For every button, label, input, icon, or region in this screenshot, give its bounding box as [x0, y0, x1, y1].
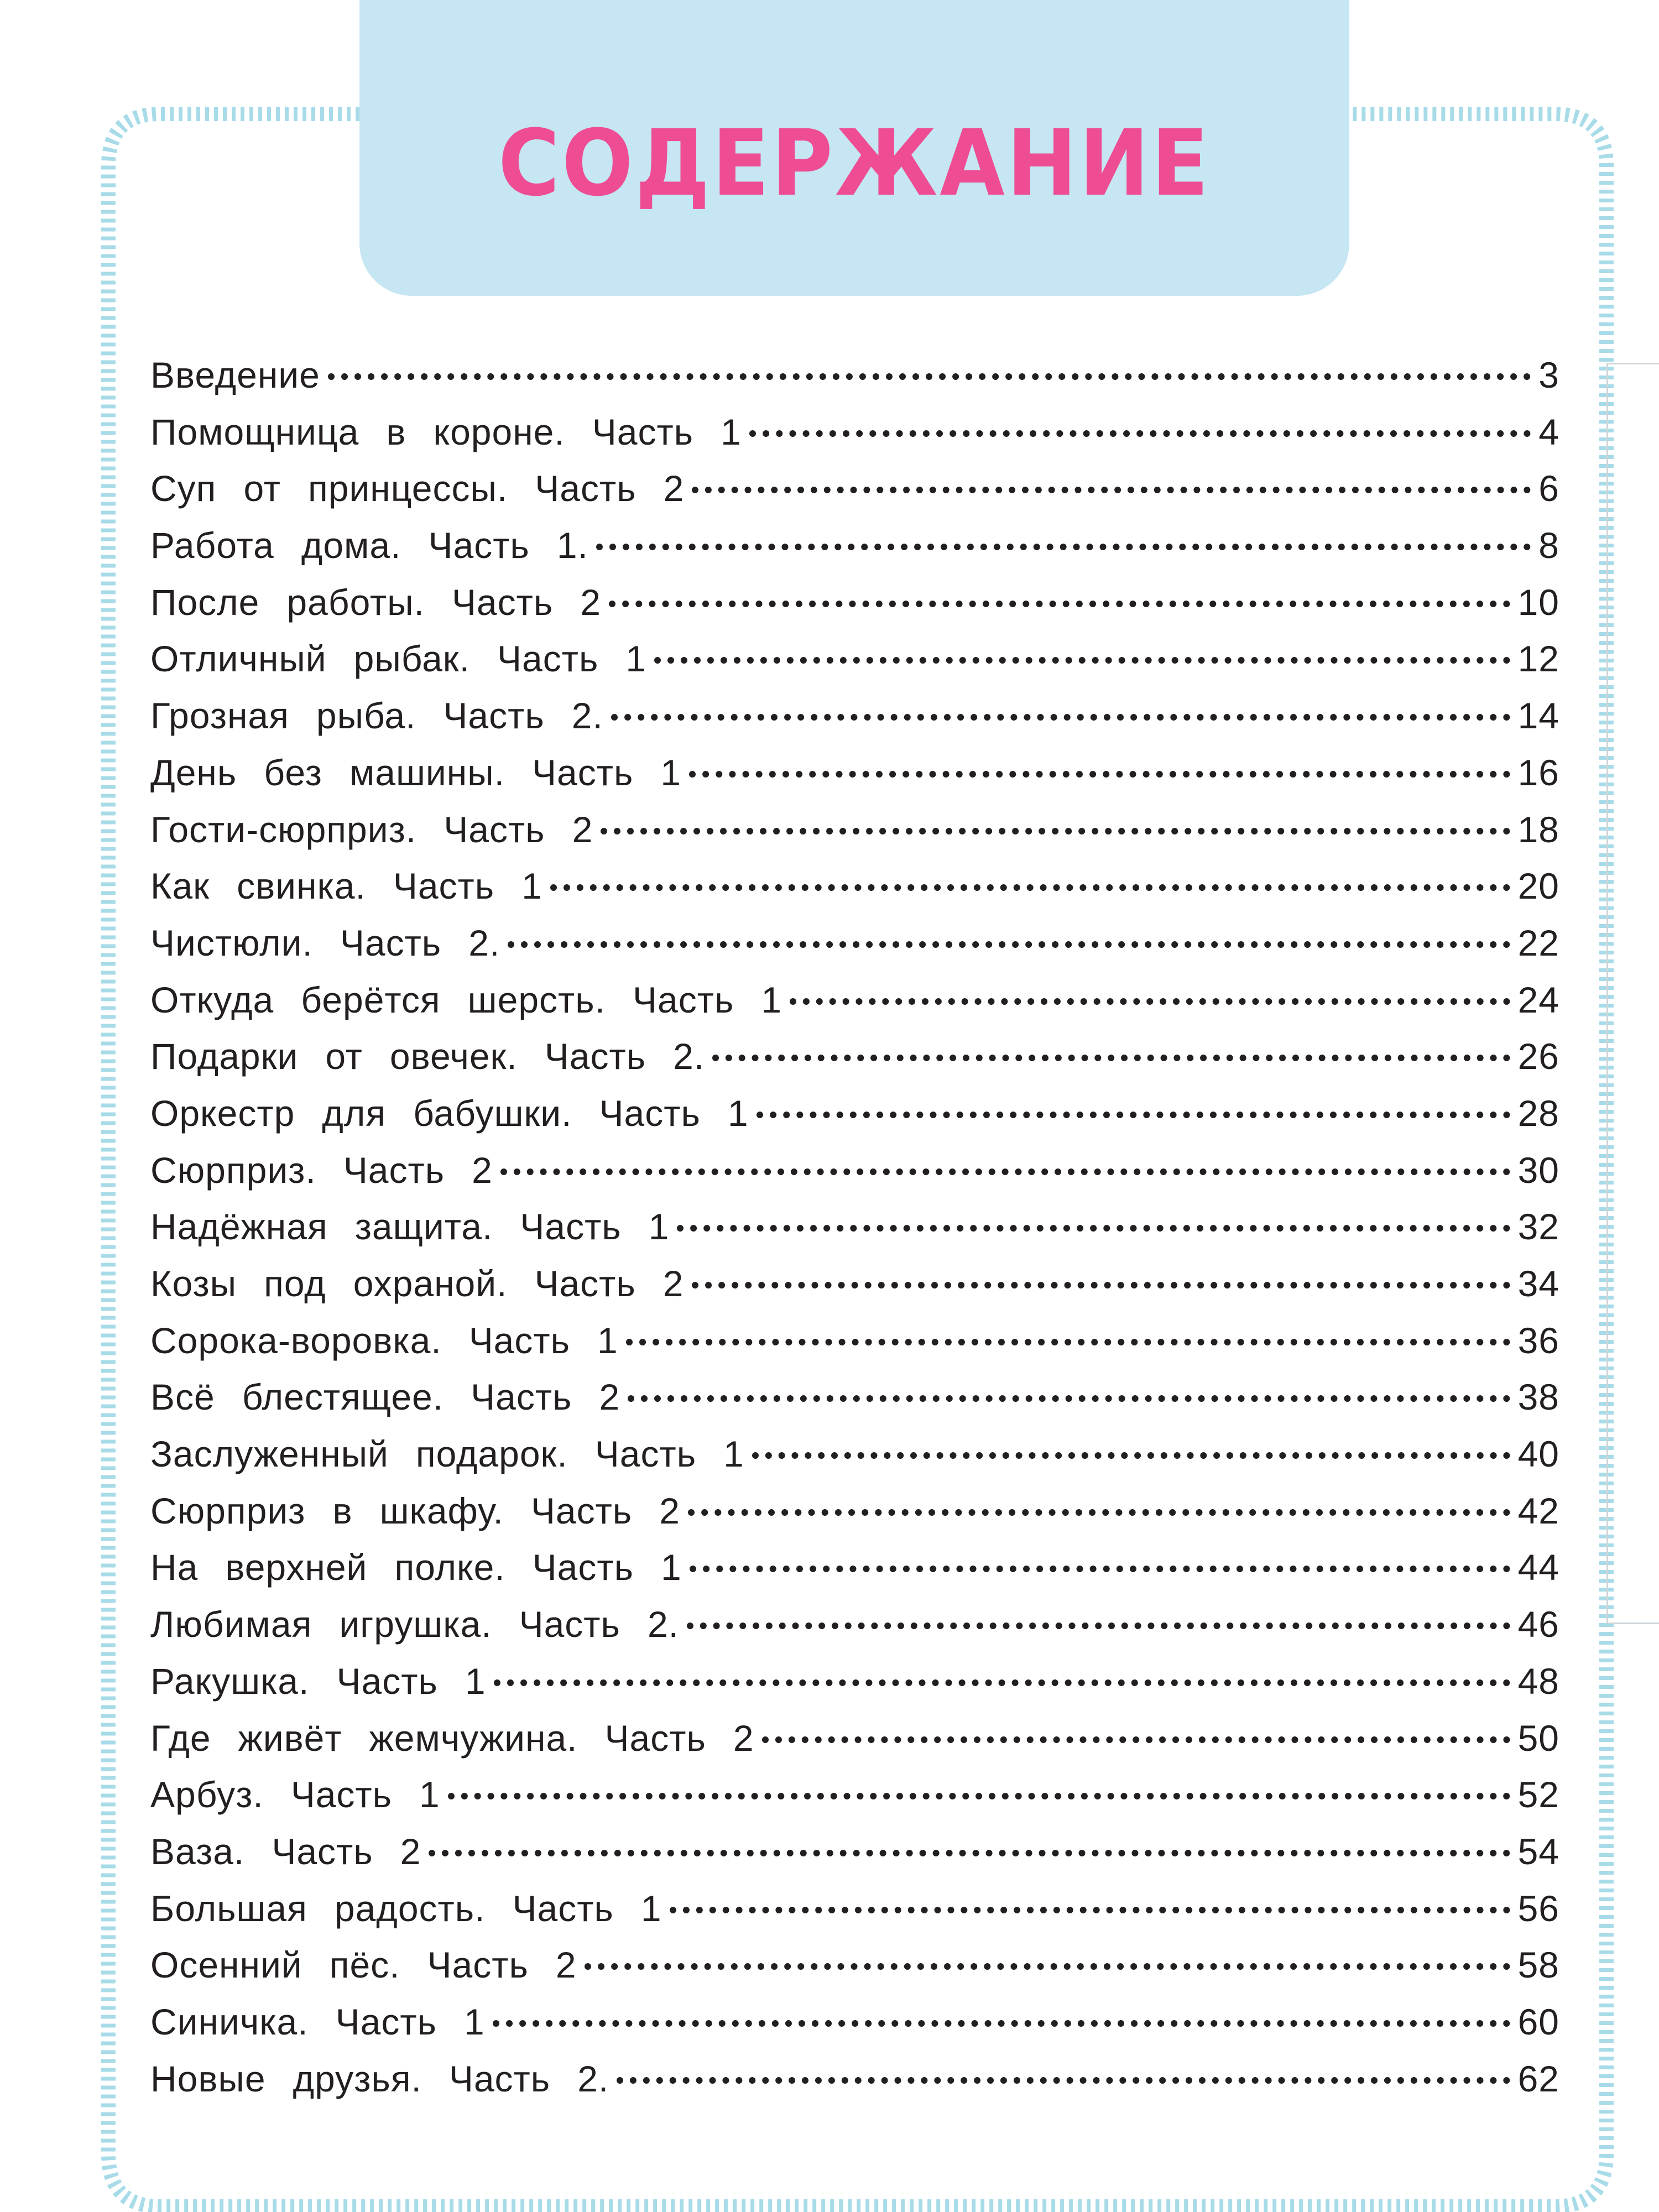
toc-entry [150, 1653, 1559, 1710]
dot-leader [688, 1509, 1510, 1516]
toc-entry-page-number: 8 [1538, 525, 1559, 566]
toc-entry-title: Работа дома. Часть 1. [150, 525, 588, 566]
toc-entry [150, 972, 1559, 1029]
toc-entry-page-number: 60 [1517, 2001, 1559, 2042]
toc-entry [150, 1710, 1559, 1767]
toc-entry-title: Гости-сюрприз. Часть 2 [150, 808, 593, 850]
toc-entry-page-number: 10 [1517, 581, 1559, 623]
dot-leader [328, 373, 1531, 380]
toc-entry-page-number: 44 [1517, 1547, 1559, 1588]
dot-leader [677, 1225, 1510, 1232]
dot-leader [654, 657, 1510, 664]
toc-entry [150, 630, 1559, 687]
toc-entry-page-number: 14 [1517, 695, 1559, 737]
toc-entry-title: Как свинка. Часть 1 [150, 865, 542, 907]
toc-entry [150, 1937, 1559, 1994]
toc-entry-page-number: 56 [1517, 1887, 1559, 1929]
dot-leader [448, 1793, 1510, 1799]
toc-entry-page-number: 52 [1517, 1774, 1559, 1815]
toc-entry-page-number: 18 [1517, 808, 1559, 850]
toc-entry-page-number: 6 [1538, 468, 1559, 509]
dot-leader [690, 1566, 1510, 1572]
dot-leader [609, 601, 1510, 607]
toc-entry-title: Грозная рыба. Часть 2. [150, 695, 603, 737]
toc-entry-page-number: 50 [1517, 1717, 1559, 1759]
dot-leader [670, 1907, 1510, 1913]
toc-entry [150, 1142, 1559, 1199]
toc-entry [150, 1255, 1559, 1312]
dot-leader [493, 2020, 1510, 2027]
toc-entry [150, 1880, 1559, 1937]
toc-entry-title: Синичка. Часть 1 [150, 2001, 485, 2042]
toc-entry-page-number: 24 [1517, 979, 1559, 1020]
toc-entry [150, 801, 1559, 858]
toc-entry [150, 1994, 1559, 2051]
toc-entry-page-number: 62 [1517, 2058, 1559, 2099]
toc-entry-page-number: 32 [1517, 1206, 1559, 1248]
toc-entry [150, 517, 1559, 574]
toc-entry-title: Осенний пёс. Часть 2 [150, 1944, 577, 1986]
dot-leader [550, 884, 1510, 891]
dot-leader [692, 1282, 1510, 1288]
toc-entry-page-number: 36 [1517, 1319, 1559, 1361]
toc-entry-title: Большая радость. Часть 1 [150, 1887, 662, 1929]
toc-entry-title: Козы под охраной. Часть 2 [150, 1263, 684, 1304]
toc-entry-title: Новые друзья. Часть 2. [150, 2058, 609, 2099]
dot-leader [500, 1168, 1510, 1175]
dot-leader [494, 1679, 1510, 1686]
toc-entry-title: На верхней полке. Часть 1 [150, 1547, 682, 1588]
toc-entry-title: Сюрприз в шкафу. Часть 2 [150, 1490, 680, 1531]
toc-entry [150, 1823, 1559, 1880]
toc-entry-page-number: 20 [1517, 865, 1559, 907]
toc-entry-page-number: 26 [1517, 1036, 1559, 1077]
page-edge-side [1606, 363, 1608, 1624]
toc-entry-title: Заслуженный подарок. Часть 1 [150, 1433, 744, 1475]
toc-entry [150, 858, 1559, 915]
toc-entry-title: Введение [150, 354, 320, 395]
toc-entry-title: Надёжная защита. Часть 1 [150, 1206, 670, 1248]
toc-entry-page-number: 4 [1538, 411, 1559, 452]
dot-leader [692, 487, 1531, 493]
page-edge-top [1606, 363, 1659, 364]
toc-entry-page-number: 12 [1517, 638, 1559, 680]
toc-entry-title: Подарки от овечек. Часть 2. [150, 1036, 705, 1077]
toc-entry [150, 1028, 1559, 1085]
dot-leader [626, 1339, 1510, 1345]
toc-entry-title: Ракушка. Часть 1 [150, 1660, 486, 1702]
toc-entry-title: Откуда берётся шерсть. Часть 1 [150, 979, 782, 1020]
dot-leader [790, 998, 1510, 1005]
dot-leader [749, 430, 1531, 437]
toc-entry-title: Сорока-воровка. Часть 1 [150, 1319, 618, 1361]
toc-entry-title: Где живёт жемчужина. Часть 2 [150, 1717, 754, 1759]
toc-entry-page-number: 34 [1517, 1263, 1559, 1304]
toc-entry [150, 404, 1559, 461]
dot-leader [596, 544, 1531, 550]
dot-leader [601, 828, 1510, 834]
toc-entry [150, 574, 1559, 631]
toc-entry-title: Ваза. Часть 2 [150, 1830, 421, 1872]
toc-entry-title: Любимая игрушка. Часть 2. [150, 1604, 679, 1645]
toc-entry-page-number: 30 [1517, 1149, 1559, 1191]
toc-entry-title: День без машины. Часть 1 [150, 752, 682, 793]
toc-entry [150, 915, 1559, 972]
dot-leader [752, 1452, 1510, 1459]
dot-leader [585, 1963, 1510, 1970]
toc-entry [150, 1483, 1559, 1540]
toc-entry-page-number: 48 [1517, 1660, 1559, 1702]
dot-leader [762, 1736, 1510, 1743]
dot-leader [617, 2077, 1510, 2084]
toc-entry-title: Оркестр для бабушки. Часть 1 [150, 1092, 749, 1134]
dot-leader [712, 1055, 1510, 1061]
toc-entry [150, 1312, 1559, 1369]
dot-leader [628, 1395, 1510, 1402]
toc-entry-page-number: 16 [1517, 752, 1559, 793]
page-title: СОДЕРЖАНИЕ [498, 110, 1211, 216]
toc-entry [150, 1085, 1559, 1142]
toc-entry [150, 2051, 1559, 2107]
toc-entry-title: Отличный рыбак. Часть 1 [150, 638, 647, 680]
page-edge-bottom [1606, 1623, 1659, 1624]
toc-entry-title: Суп от принцессы. Часть 2 [150, 468, 685, 509]
toc-entry-page-number: 42 [1517, 1490, 1559, 1531]
dot-leader [687, 1623, 1510, 1629]
toc-entry-title: Помощница в короне. Часть 1 [150, 411, 742, 452]
toc-entry [150, 744, 1559, 801]
toc-entry-page-number: 3 [1538, 354, 1559, 395]
toc-entry-page-number: 54 [1517, 1830, 1559, 1872]
toc-entry-title: Арбуз. Часть 1 [150, 1774, 440, 1815]
title-tab [359, 0, 1349, 296]
toc-entry-page-number: 38 [1517, 1376, 1559, 1418]
dot-leader [757, 1112, 1510, 1118]
toc-entry [150, 1539, 1559, 1596]
toc-entry-page-number: 40 [1517, 1433, 1559, 1475]
toc-entry-page-number: 22 [1517, 922, 1559, 963]
toc-entry [150, 1198, 1559, 1255]
toc-entry-title: Чистюли. Часть 2. [150, 922, 500, 963]
toc-entry-page-number: 46 [1517, 1604, 1559, 1645]
table-of-contents [150, 347, 1559, 2107]
toc-entry-page-number: 28 [1517, 1092, 1559, 1134]
toc-entry [150, 1369, 1559, 1426]
toc-entry [150, 1766, 1559, 1823]
toc-entry [150, 460, 1559, 517]
toc-entry-title: Всё блестящее. Часть 2 [150, 1376, 620, 1418]
toc-entry-title: Сюрприз. Часть 2 [150, 1149, 493, 1191]
toc-entry-page-number: 58 [1517, 1944, 1559, 1986]
toc-entry-title: После работы. Часть 2 [150, 581, 601, 623]
dot-leader [508, 941, 1510, 948]
toc-entry [150, 1596, 1559, 1653]
toc-entry [150, 347, 1559, 404]
dot-leader [611, 714, 1510, 721]
dot-leader [689, 771, 1510, 778]
toc-entry [150, 1426, 1559, 1483]
dot-leader [429, 1850, 1510, 1856]
toc-entry [150, 687, 1559, 744]
